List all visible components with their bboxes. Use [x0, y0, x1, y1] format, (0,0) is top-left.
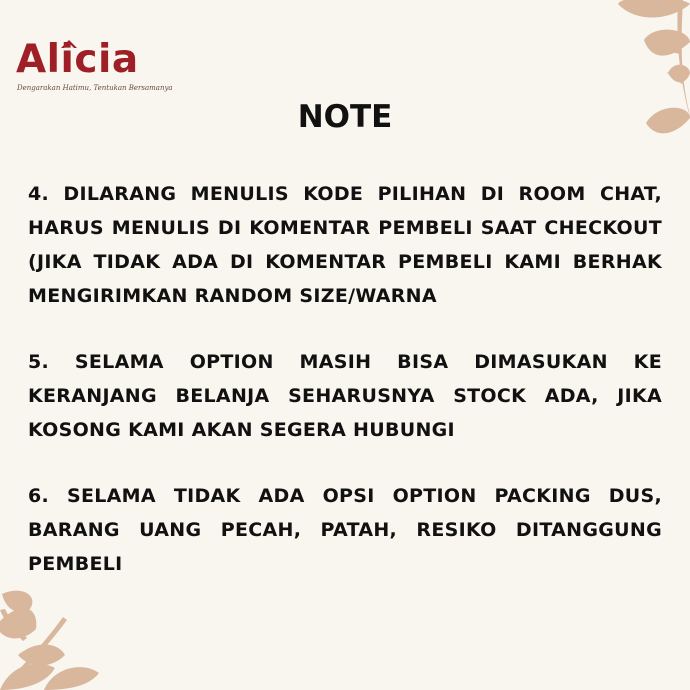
house-roof-icon: [61, 40, 77, 50]
brand-tagline: Dengarakan Hatimu, Tentukan Bersamanya: [17, 84, 173, 92]
page-title: NOTE: [297, 99, 393, 135]
note-item-4: 4. DILARANG MENULIS KODE PILIHAN DI ROOM CHAT, HARUS MENULIS DI KOMENTAR PEMBELI SAAT CHECKOUT (JIKA TIDAK ADA DI KOMENTAR PEMBELI KAMI BERHAK MENGIRIMKAN RANDOM SIZE/WARNA: [28, 183, 662, 307]
note-item-6: 6. SELAMA TIDAK ADA OPSI OPTION PACKING DUS, BARANG UANG PECAH, PATAH, RESIKO DITANGGUNG PEMBELI: [28, 485, 662, 575]
brand-wordmark: Alicia: [16, 37, 139, 82]
note-item-5: 5. SELAMA OPTION MASIH BISA DIMASUKAN KE KERANJANG BELANJA SEHARUSNYA STOCK ADA, JIKA KOSONG KAMI AKAN SEGERA HUBUNGI: [28, 351, 662, 441]
brand-logo: [16, 37, 173, 100]
